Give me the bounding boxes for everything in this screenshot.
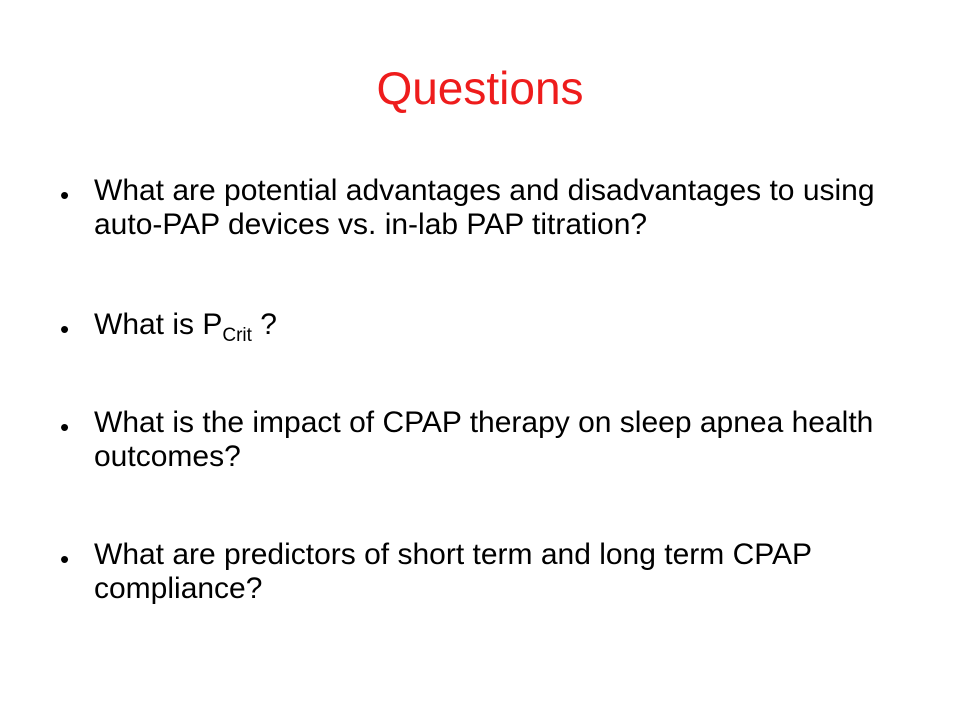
bullet-text-subscript: Crit <box>222 325 252 346</box>
bullet-text-suffix: ? <box>251 308 277 341</box>
bullet-text: What is the impact of CPAP therapy on sleep apnea health outcomes? <box>94 406 874 473</box>
bullet-dot-icon: • <box>60 314 70 344</box>
bullet-item <box>60 308 910 346</box>
bullet-text: What are potential advantages and disadvantages to using auto-PAP devices vs. in-lab PAP titration? <box>94 174 875 241</box>
bullet-text-prefix: What is P <box>94 308 223 341</box>
bullet-item <box>60 174 910 242</box>
bullet-dot-icon: • <box>60 412 70 442</box>
bullet-item <box>60 406 910 474</box>
bullet-item <box>60 538 910 606</box>
bullet-dot-icon: • <box>60 180 70 210</box>
slide-title: Questions <box>376 62 584 114</box>
bullet-text <box>94 308 910 346</box>
bullet-dot-icon: • <box>60 544 70 574</box>
bullet-text: What are predictors of short term and long term CPAP compliance? <box>94 538 812 605</box>
